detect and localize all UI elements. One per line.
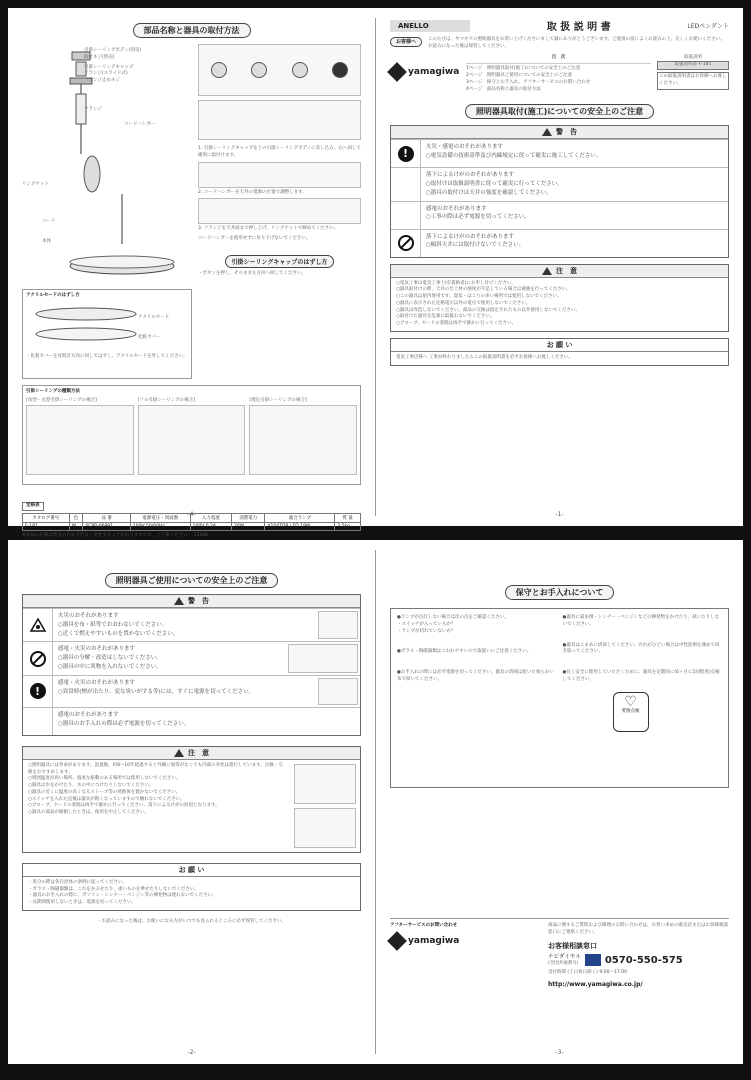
badge-label: 愛情点検: [621, 708, 640, 714]
acrylic-note: ・化粧カバーを反時計方向に回してはずし、アクリルセードを外してください。: [26, 353, 188, 359]
cap-text: ・ボタンを押し、そのまま左方向へ回してください。: [198, 270, 306, 276]
intro-text: このたびは、ヤマギワの照明器具をお買い上げくださいまして誠にありがとうございます。ご使用の前によくお読みの上、正しくお使いください。お読みになった後は保管してください。: [428, 37, 725, 49]
after-title: アフターサービスのお問い合わせ: [390, 923, 458, 928]
page-4: [8, 8, 375, 538]
top-sheet: [8, 8, 743, 538]
part-label: コード: [42, 219, 56, 224]
caution-illustration: [294, 764, 356, 804]
spec-cell: 100V 0.2A: [190, 522, 231, 530]
warning-box: [22, 594, 361, 736]
maintenance-line: ●器具に殺虫剤・シンナー・ベンジンなどの揮発物をかけたり、拭いたりしないでください。: [562, 615, 720, 627]
warning-title: 警 告: [556, 128, 577, 137]
warning-box: [390, 125, 729, 257]
prohibited-icon: [398, 235, 414, 251]
request-line: ・長期間使用しないときは、電源を切ってください。: [28, 900, 136, 906]
spec-cell: F-181: [23, 522, 70, 530]
page-2: [8, 540, 375, 1064]
spec-cell: X104TOR LED 19W: [265, 522, 335, 530]
caution-triangle-icon: [174, 749, 184, 757]
maintenance-line: ●長く安全に使用していただくために、器具を定期的に(6ヶ月に1回程度)点検してください。: [562, 670, 720, 682]
logo-text: yamagiwa: [408, 935, 460, 946]
caution-line: ○照明器具には寿命があります。設置後、約8〜10年経過すると外観に異常がなくても内部の劣化は進行しています。点検・交換をおすすめします。: [28, 762, 283, 775]
request-box: [390, 338, 729, 366]
caution-title: 注 意: [188, 748, 209, 757]
toc-item: 3ページ 保守とお手入れ、アフターサービスのお問い合わせ: [466, 79, 591, 85]
step-illustration: [198, 162, 361, 188]
toc-item: 4ページ 部品名称と器具の取付方法: [466, 86, 541, 92]
part-label: 取付ネジ(別売): [84, 54, 115, 60]
doc-title: 取 扱 説 明 書: [546, 22, 611, 33]
exclamation-icon: !: [398, 146, 414, 162]
adjust-illustration: [138, 405, 246, 475]
page-number: -1-: [555, 511, 564, 518]
caution-line: ○グローブ、セードの着脱は両手で静かに行ってください。: [396, 321, 517, 327]
adjust-title: 引掛シーリングの種類方法: [26, 389, 80, 394]
keep-note: この取扱説明書はお客様へお渡しください。: [657, 72, 729, 90]
ceiling-types-illustration: [198, 44, 361, 96]
page-number: -2-: [187, 1049, 196, 1056]
part-label: コードハンガー: [124, 121, 156, 127]
caution-line: ○グローブ、セードの着脱は両手で静かに行ってください。落下によるけがの原因となります。: [28, 803, 220, 809]
caution-line: ○器具は改造しないでください。部品の交換は指定されたもの以外使用しないでください。: [396, 307, 580, 313]
toc-title: 目 次: [551, 54, 566, 60]
caution-box: [390, 264, 729, 332]
logo-mark-icon: [387, 931, 407, 951]
warning-illustration: [318, 611, 358, 639]
caution-line: ○スイッチを入れた直後は器具が熱くなっていますので触れないでください。: [28, 796, 185, 802]
page3-title: 保守とお手入れについて: [505, 585, 615, 600]
spec-header: 品 番: [83, 513, 131, 522]
caution-line: ○器具取付けの際、天井の仕上材の強度が不足している場合は補強を行ってください。: [396, 287, 571, 293]
acrylic-label: 化粧カバー: [138, 335, 161, 340]
part-label: 引掛シーリングキャップ: [84, 64, 134, 70]
model-value: 取扱説明書 F-181: [657, 61, 729, 70]
caution-box: [22, 746, 361, 853]
spec-cell: SCPR-06891: [83, 522, 131, 530]
caution-line: ○取付けた器具を乱暴に取扱わないでください。: [396, 314, 495, 320]
page-3: [376, 540, 743, 1064]
warning-text: 感電のおそれがあります ○器具のお手入れの際は必ず電源を切ってください。: [58, 711, 190, 727]
prohibited-icon: [30, 651, 46, 667]
warning-triangle-icon: [542, 128, 552, 136]
part-label: 本体: [42, 239, 51, 244]
part-label: フランジ(スライド式): [84, 71, 128, 77]
spec-note: ※本品の仕様は改良のため予告なく変更することがありますので、ご了承ください。 1310A: [22, 532, 209, 538]
warning-text: 感電・火災のおそれがあります ○器具の分解・改造はしないでください。 ○器具の中に異物を入れないでください。: [58, 646, 162, 670]
toc-item: 1ページ 照明器具取付(施工)についての安全上のご注意: [466, 66, 581, 72]
request-text: 電気工事店様へ 工事が終わりましたらこの取扱説明書を必ずお客様へお渡しください。: [396, 354, 573, 360]
part-label: 引掛シーリングボディ(別売): [84, 48, 142, 53]
parts-title: 部品名称と器具の取付方法: [133, 23, 251, 38]
mount-illustration: [198, 100, 361, 140]
inspection-badge: [613, 692, 649, 732]
caution-triangle-icon: [542, 267, 552, 275]
spec-cell: 100V 50/60Hz: [130, 522, 190, 530]
spec-header: 適合ランプ: [265, 513, 335, 522]
section-title: 照明器具取付(施工)についての安全上のご注意: [465, 104, 654, 119]
part-label: フランジ: [84, 106, 102, 112]
category: LEDペンダント: [687, 23, 729, 30]
spec-cell: 3.5kg: [335, 522, 361, 530]
acrylic-diagram: [26, 300, 186, 350]
part-label: フランジ止めネジ: [84, 78, 120, 83]
logo-mark-icon: [387, 62, 407, 82]
caution-illustration: [294, 808, 356, 848]
phone-number: 0570-550-575: [604, 954, 683, 966]
customer-label: お客様へ: [390, 37, 422, 47]
warning-illustration: [288, 644, 358, 672]
product-name: ANELLO: [390, 20, 470, 32]
model-label: 取扱説明: [684, 54, 702, 60]
maintenance-line: ●ランプが点灯しない場合は次の点をご確認ください。 ・スイッチが入っているか？ ・ランプが切れていないか？: [397, 615, 509, 634]
page-number: -3-: [555, 1049, 564, 1056]
install-step: 2. コードハンガーを天井の電源の位置で調整します。: [198, 189, 307, 195]
maintenance-line: ●ガラス・陶磁器類はこわれやすいので取扱いにご注意ください。: [397, 649, 532, 655]
request-line: ・ガラス・陶磁器類は、これをかぶせたり、重いものを乗せたりしないでください。: [28, 886, 199, 892]
exclamation-icon: !: [30, 683, 46, 699]
page-number: -4-: [187, 511, 196, 518]
contact-title: お客様相談窓口: [548, 941, 597, 950]
cap-title: 引掛シーリングキャップのはずし方: [225, 255, 335, 268]
fire-warning-icon: [30, 618, 46, 632]
warning-text: 感電のおそれがあります ○工事の際は必ず電源を切ってください。: [426, 205, 530, 221]
acrylic-title: アクリルセードのはずし方: [26, 293, 80, 298]
request-box: [22, 863, 361, 911]
request-line: ・器具のお手入れの際に、ガソリン・シンナー・ベンジン等の揮発物は使わないでください。: [28, 893, 217, 899]
adjust-illustration: [26, 405, 134, 475]
bottom-sheet: [8, 540, 743, 1064]
spec-header: 色: [69, 513, 83, 522]
request-title: お 願 い: [546, 340, 573, 349]
spec-header: 質 量: [335, 513, 361, 522]
adjust-col: [埋込引掛シーリングの場合]: [249, 397, 307, 403]
maintenance-line: ●お手入れの際には必ず電源を切ってください。器具の清掃は乾いた柔らかい布で拭いてください。: [397, 670, 554, 682]
caution-line: ○器具に表示された定格電圧以外の電圧で使用しないでください。: [396, 300, 531, 306]
navi-label: ナビダイヤル: [548, 953, 581, 960]
spec-header: 消費電力: [231, 513, 265, 522]
cord-note: コードハンガーを使用せずに吊り下げないでください。: [198, 236, 311, 241]
warning-triangle-icon: [174, 597, 184, 605]
website-link[interactable]: http://www.yamagiwa.co.jp/: [548, 980, 643, 988]
warning-title: 警 告: [188, 597, 209, 605]
warning-text: 落下によるけがのおそれがあります ○取付けは取扱説明書に従って確実に行ってください。 ○器具の取付けは天井の強度を確認してください。: [426, 172, 563, 196]
step-illustration: [198, 198, 361, 224]
spec-header: カタログ番号: [23, 513, 70, 522]
navi-dial-icon: [585, 954, 601, 966]
warning-illustration: [318, 678, 358, 705]
caution-title: 注 意: [556, 266, 577, 275]
adjust-col: [角型・丸型引掛シーリングの場合]: [26, 397, 97, 403]
warning-text: 火災のおそれがあります ○器具を布・紙等でおおわないでください。 ○近くで燃えやすいものを置かないでください。: [58, 613, 179, 637]
warning-text: 落下によるけがのおそれがあります ○傾斜天井には取付けないでください。: [426, 233, 525, 249]
navi-sub: (全国共通番号): [548, 961, 579, 967]
heart-icon: ♡: [624, 693, 637, 710]
yamagiwa-logo: [390, 934, 540, 948]
yamagiwa-logo: [390, 65, 460, 79]
warning-text: 火災・感電のおそれがあります ○電気設備の技術基準及び内線規定に従って確実に施工してください。: [426, 144, 602, 160]
request-title: お 願 い: [178, 865, 205, 874]
acrylic-label: アクリルセード: [138, 315, 170, 320]
logo-text: yamagiwa: [408, 66, 460, 77]
caution-line: ○この器具は屋内専用です。湿気・ほこりの多い場所では使用しないでください。: [396, 294, 562, 300]
caution-line: ○器具の部品が破損したときは、使用を中止してください。: [28, 810, 149, 816]
spec-header: 電源電圧・周波数: [130, 513, 190, 522]
adjust-illustration: [249, 405, 357, 475]
spec-cell: W: [69, 522, 83, 530]
spec-header: 入力電流: [190, 513, 231, 522]
adjust-col: [フル引掛シーリングの場合]: [137, 397, 195, 403]
business-hours: 受付時間 (土日祝日除く) 9:00〜17:00: [548, 970, 627, 976]
caution-line: ○器具は水をかけたり、水の中につけたりしないでください。: [28, 783, 154, 789]
toc-item: 2ページ 照明器具ご使用についての安全上のご注意: [466, 73, 573, 78]
spec-title: 定格表: [22, 502, 44, 511]
after-text: 商品に関するご質問および修理のお問い合わせは、お買い求めの販売店またはお客様相談窓口にご連絡ください。: [548, 923, 728, 935]
spec-cell: 20W: [231, 522, 265, 530]
request-line: ・処分の際は各自治体の条例に従ってください。: [28, 879, 127, 885]
warning-text: 感電・火災のおそれがあります ○異常時(煙が出たり、変な臭いがする等)には、すぐに電源を切ってください。: [58, 679, 255, 695]
caution-line: ○電気工事は電気工事士(有資格者)にお申し付けください。: [396, 280, 516, 286]
page2-footer: ・お読みになった後は、お使いになる方がいつでも見られるところに必ず保管してください。: [97, 918, 286, 924]
caution-line: ○器具の近くに温度の高くなるストーブ等の発熱体を置かないでください。: [28, 789, 181, 795]
page-1: [376, 8, 743, 526]
install-step: 1. 引掛シーリングキャップを上の引掛シーリングボディに差し込み、右へ回して確実に取付けます。: [198, 146, 361, 158]
maintenance-line: ●器具はこまめに清掃してください。汚れがひどい場合は中性洗剤を薄めて拭き取ってください。: [562, 642, 720, 655]
caution-line: ○周囲温度が高い場所、過度な振動のある場所では使用しないでください。: [28, 776, 181, 782]
part-label: リングナット: [22, 182, 49, 187]
page2-title: 照明器具ご使用についての安全上のご注意: [105, 573, 279, 588]
install-step: 3. フランジを天井面まで押し上げ、リングナットで締めてください。: [198, 226, 339, 232]
